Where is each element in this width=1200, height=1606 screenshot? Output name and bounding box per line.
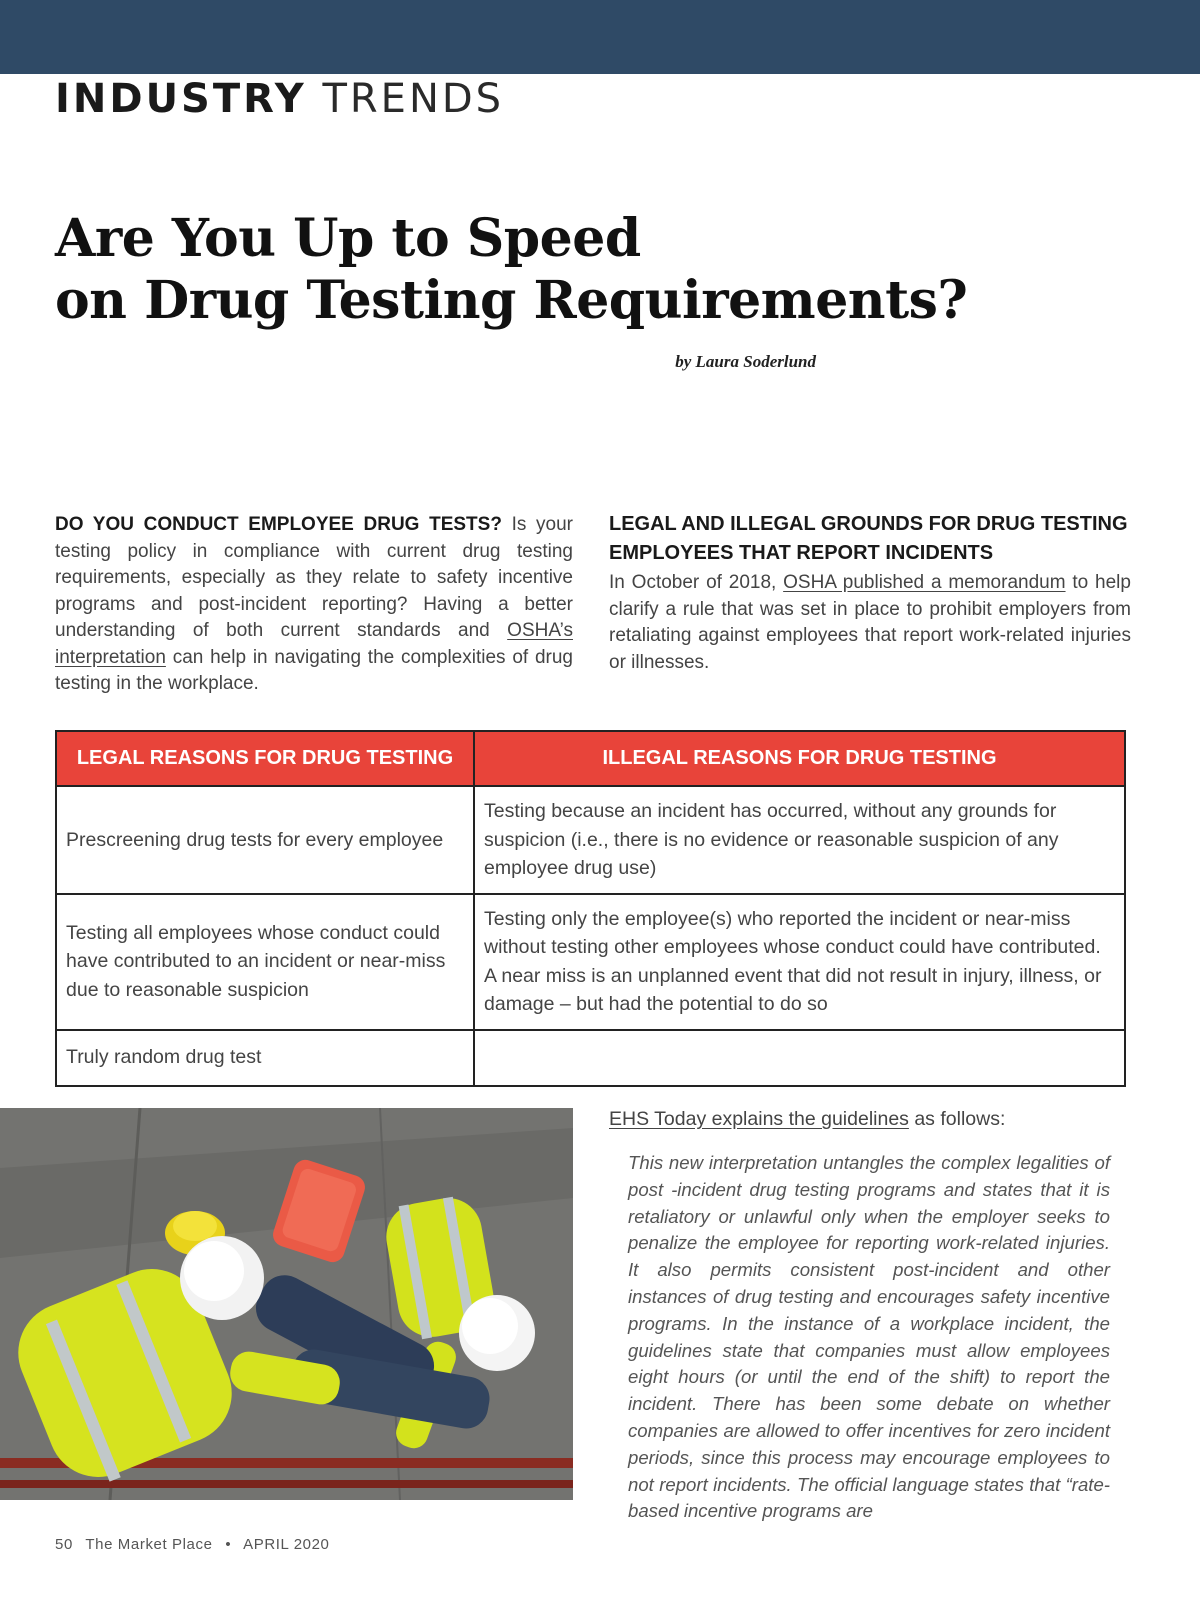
legal-reason-cell: Prescreening drug tests for every employee — [56, 786, 474, 894]
footer-separator: • — [225, 1536, 232, 1553]
table-row — [56, 786, 1125, 894]
illegal-reason-cell: Testing because an incident has occurred, without any grounds for suspicion (i.e., there is no evidence or reasonable suspicion of any employee drug use) — [474, 786, 1125, 894]
grounds-paragraph — [609, 570, 1131, 676]
intro-text-after-link: can help in navigating the complexities of drug testing in the workplace. — [55, 646, 573, 694]
table-header-row — [56, 731, 1125, 786]
osha-memorandum-link[interactable]: OSHA published a memorandum — [783, 572, 1066, 593]
intro-lead: DO YOU CONDUCT EMPLOYEE DRUG TESTS? — [55, 514, 502, 535]
page-number: 50 — [55, 1536, 73, 1553]
intro-paragraph — [55, 512, 573, 698]
section-label-light: TRENDS — [322, 76, 505, 122]
issue-date: APRIL 2020 — [243, 1536, 330, 1553]
drug-testing-reasons-table — [55, 730, 1126, 1087]
grounds-text-after-link: to help clarify a rule that was set in place to prohibit employers from retaliating against employees that report work-related injuries or illnesses. — [609, 572, 1131, 673]
legal-reason-cell: Testing all employees whose conduct could have contributed to an incident or near-miss due to reasonable suspicion — [56, 894, 474, 1030]
table-row — [56, 894, 1125, 1030]
illegal-reason-cell — [474, 1030, 1125, 1086]
illegal-reasons-header: ILLEGAL REASONS FOR DRUG TESTING — [474, 731, 1125, 786]
legal-reason-cell: Truly random drug test — [56, 1030, 474, 1086]
article-title-line2: on Drug Testing Requirements? — [55, 270, 968, 331]
section-label — [55, 76, 504, 122]
article-byline: by Laura Soderlund — [675, 352, 816, 371]
ehs-today-guidelines-link[interactable]: EHS Today explains the guidelines — [609, 1108, 909, 1130]
grounds-heading: LEGAL AND ILLEGAL GROUNDS FOR DRUG TESTING EMPLOYEES THAT REPORT INCIDENTS — [609, 513, 1128, 564]
page-footer — [55, 1536, 337, 1553]
grounds-text-before-link: In October of 2018, — [609, 572, 784, 593]
ehs-intro-text: as follows: — [908, 1108, 1006, 1130]
intro-text-before-link: Is your testing policy in compliance with current drug testing requirements, especially as they relate to safety incentive programs and post-incident reporting? Having a better understanding of both current standards and — [55, 514, 573, 641]
article-title-line1: Are You Up to Speed — [55, 208, 641, 269]
publication-name: The Market Place — [85, 1536, 213, 1553]
ehs-quote: This new interpretation untangles the complex legalities of post -incident drug testing programs and states that it is retaliatory or unlawful only when the employer seeks to penalize the employee for reporting work-related injuries. It also permits consistent post-incident and other instances of drug testing and encourages safety incentive programs. In the instance of a workplace incident, the guidelines state that companies must allow employees eight hours (or until the end of the shift) to report the incident. There has been some debate on whether companies are allowed to offer incentives for zero incident periods, since this process may encourage employees to not report incidents. The official language states that “rate-based incentive programs are — [628, 1152, 1110, 1522]
article-title — [55, 208, 1055, 332]
section-label-bold: INDUSTRY — [55, 76, 307, 122]
workplace-incident-illustration — [0, 1108, 573, 1500]
table-row — [56, 1030, 1125, 1086]
legal-reasons-header: LEGAL REASONS FOR DRUG TESTING — [56, 731, 474, 786]
workplace-incident-photo — [0, 1108, 573, 1500]
ehs-intro — [609, 1108, 1129, 1131]
osha-interpretation-link[interactable]: OSHA’s interpretation — [55, 620, 573, 668]
illegal-reason-cell: Testing only the employee(s) who reported the incident or near-miss without testing other employees whose conduct could have contributed. A near miss is an unplanned event that did not result in injury, illness, or damage – but had the potential to do so — [474, 894, 1125, 1030]
top-banner-bar — [0, 0, 1200, 74]
